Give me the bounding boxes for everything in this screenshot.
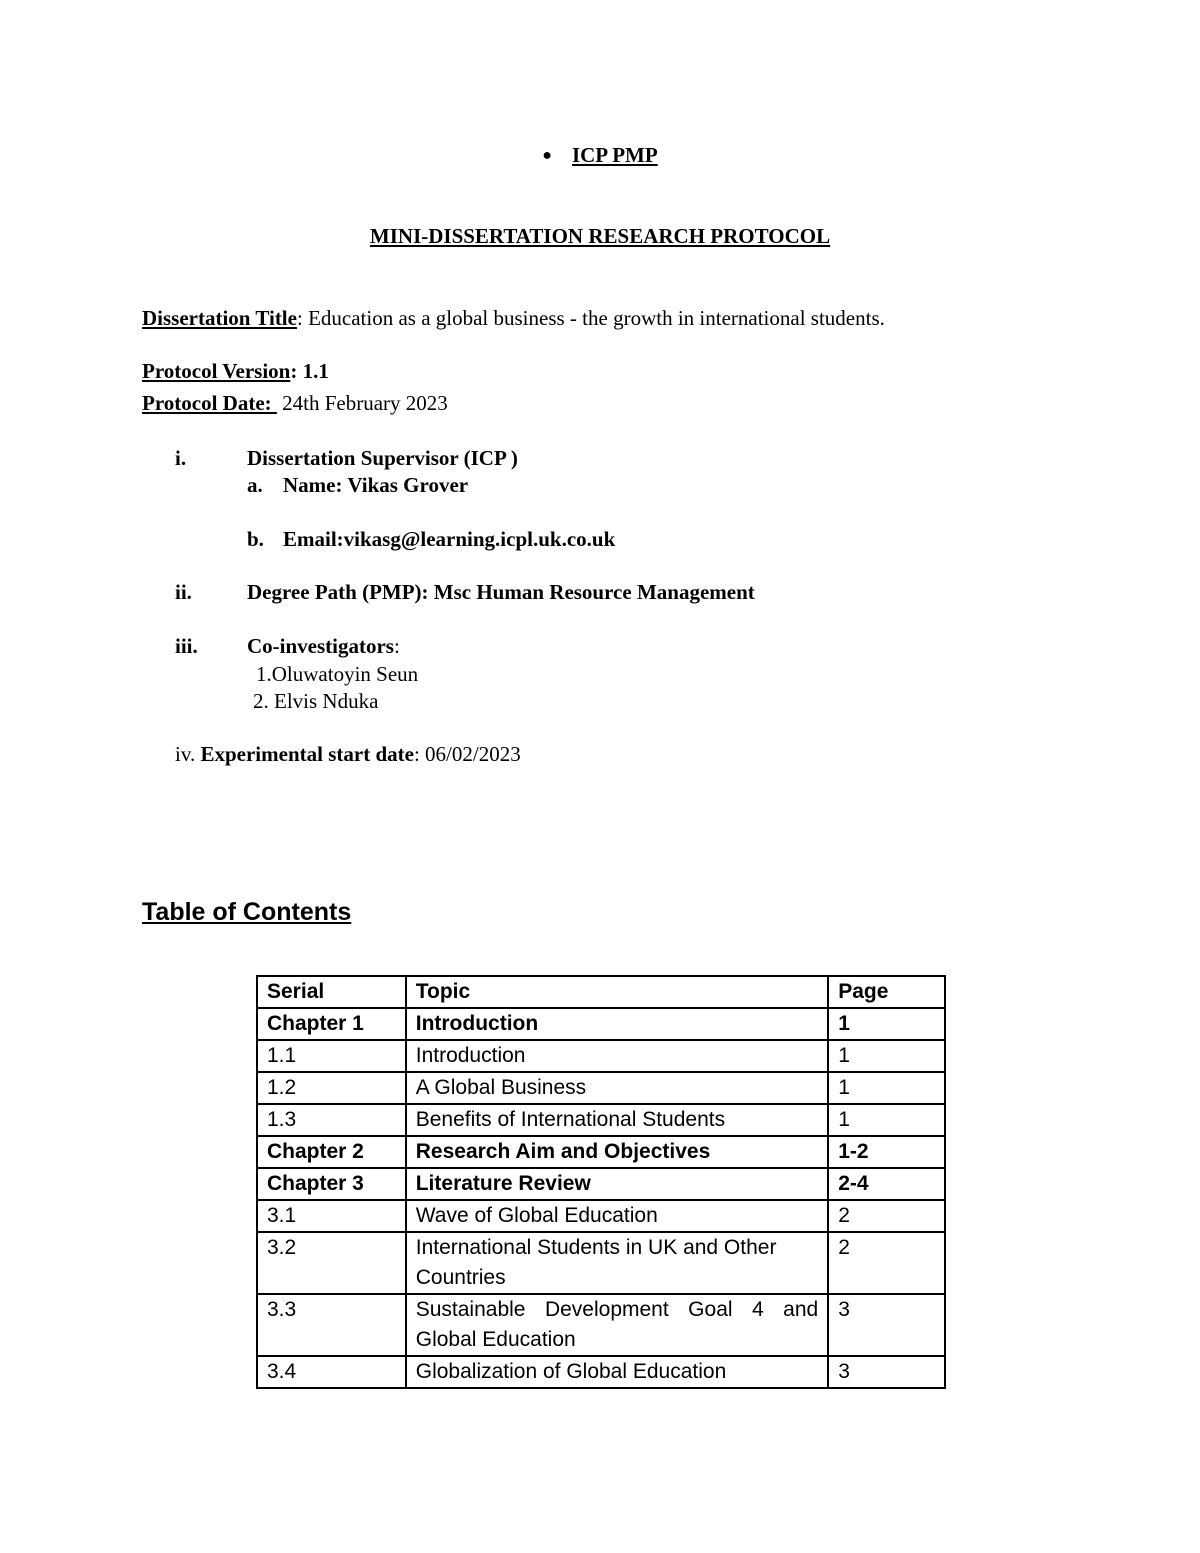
toc-serial: 3.3 — [257, 1294, 406, 1356]
table-row — [257, 1168, 945, 1200]
table-row — [257, 1072, 945, 1104]
start-date-label: Experimental start date — [200, 742, 414, 766]
toc-page: 2 — [828, 1232, 945, 1294]
toc-page: 1 — [828, 1008, 945, 1040]
toc-serial: 3.1 — [257, 1200, 406, 1232]
protocol-date-label: Protocol Date: — [142, 391, 277, 415]
protocol-version-label: Protocol Version — [142, 359, 291, 383]
toc-page: 1 — [828, 1072, 945, 1104]
table-row — [257, 1200, 945, 1232]
section-i-item-a — [0, 473, 1200, 503]
toc-page: 2 — [828, 1200, 945, 1232]
section-i-numeral: i. — [175, 446, 187, 470]
supervisor-email: Email:vikasg@learning.icpl.uk.co.uk — [283, 527, 616, 551]
toc-page: 1 — [828, 1040, 945, 1072]
toc-serial: Chapter 2 — [257, 1136, 406, 1168]
toc-topic: Research Aim and Objectives — [406, 1136, 829, 1168]
co-investigator-1: 1.Oluwatoyin Seun — [256, 662, 419, 686]
toc-serial: 1.3 — [257, 1104, 406, 1136]
protocol-version-sep: : — [290, 359, 298, 383]
section-iii-numeral: iii. — [175, 634, 198, 658]
section-ii — [0, 580, 1200, 610]
toc-page: 2-4 — [828, 1168, 945, 1200]
protocol-version-value: 1.1 — [302, 359, 329, 383]
degree-path: Degree Path (PMP): Msc Human Resource Management — [247, 580, 755, 604]
dissertation-title-label: Dissertation Title — [142, 306, 297, 330]
bullet-icon: ● — [542, 147, 552, 164]
section-i-item-b — [0, 527, 1200, 557]
start-date-value: 06/02/2023 — [425, 742, 521, 766]
table-row — [257, 1040, 945, 1072]
section-ii-numeral: ii. — [175, 580, 192, 604]
dissertation-title-line — [142, 306, 885, 331]
table-row — [257, 1232, 945, 1294]
co-investigators-label: Co-investigators — [247, 634, 394, 658]
protocol-date-line — [142, 391, 448, 416]
toc-topic: Benefits of International Students — [406, 1104, 829, 1136]
co-investigator-2: 2. Elvis Nduka — [253, 689, 379, 713]
toc-column-header: Serial — [257, 976, 406, 1008]
table-row — [257, 1294, 945, 1356]
toc-topic: Introduction — [406, 1008, 829, 1040]
toc-topic: Literature Review — [406, 1168, 829, 1200]
dissertation-title-sep: : — [296, 306, 303, 330]
table-row — [257, 1008, 945, 1040]
section-iv-numeral: iv. — [175, 742, 196, 766]
co-investigators-sep: : — [393, 634, 400, 658]
table-row — [257, 1356, 945, 1388]
toc-page: 3 — [828, 1294, 945, 1356]
toc-column-header: Page — [828, 976, 945, 1008]
section-i-a-letter: a. — [247, 473, 263, 497]
toc-serial: 3.2 — [257, 1232, 406, 1294]
dissertation-title-value: Education as a global business - the growth in international students. — [308, 306, 885, 330]
program-label: ICP PMP — [571, 143, 658, 167]
section-iii — [0, 634, 1200, 664]
table-row — [257, 1136, 945, 1168]
toc-serial: 1.1 — [257, 1040, 406, 1072]
toc-column-header: Topic — [406, 976, 829, 1008]
start-date-sep: : — [413, 742, 420, 766]
toc-page: 1-2 — [828, 1136, 945, 1168]
toc-topic: Wave of Global Education — [406, 1200, 829, 1232]
toc-topic: Introduction — [406, 1040, 829, 1072]
table-row — [257, 1104, 945, 1136]
protocol-version-line — [142, 359, 329, 384]
toc-serial: 3.4 — [257, 1356, 406, 1388]
section-i — [0, 446, 1200, 476]
supervisor-name: Name: Vikas Grover — [283, 473, 469, 497]
section-i-b-letter: b. — [247, 527, 264, 551]
program-heading — [0, 143, 1200, 168]
toc-topic: A Global Business — [406, 1072, 829, 1104]
protocol-date-value: 24th February 2023 — [282, 391, 448, 415]
section-i-label: Dissertation Supervisor (ICP ) — [247, 446, 518, 470]
toc-topic: Globalization of Global Education — [406, 1356, 829, 1388]
toc-topic: International Students in UK and Other Countries — [406, 1232, 829, 1294]
toc-serial: 1.2 — [257, 1072, 406, 1104]
toc-page: 3 — [828, 1356, 945, 1388]
toc-page: 1 — [828, 1104, 945, 1136]
toc-topic: Sustainable Development Goal 4 and Global Education — [406, 1294, 829, 1356]
toc-heading: Table of Contents — [142, 898, 352, 926]
toc-header-row — [257, 976, 945, 1008]
toc-table — [256, 975, 946, 1389]
toc-serial: Chapter 3 — [257, 1168, 406, 1200]
toc-serial: Chapter 1 — [257, 1008, 406, 1040]
section-iv — [175, 742, 521, 767]
page-title: MINI-DISSERTATION RESEARCH PROTOCOL — [369, 224, 831, 248]
